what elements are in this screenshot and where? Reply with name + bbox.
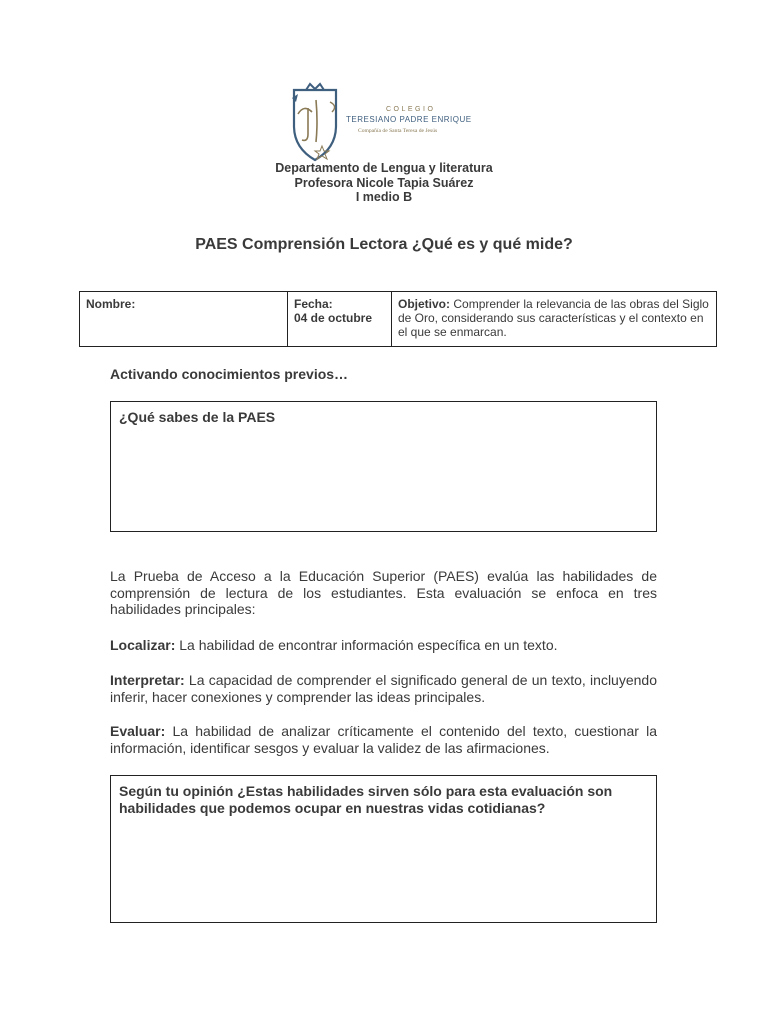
info-table bbox=[79, 291, 717, 347]
objective-label: Objetivo: bbox=[398, 297, 451, 311]
document-header bbox=[0, 161, 768, 205]
objective-cell bbox=[392, 292, 717, 347]
skill-label: Interpretar: bbox=[110, 672, 185, 688]
name-cell[interactable] bbox=[80, 292, 288, 347]
prior-knowledge-answer-box[interactable] bbox=[110, 401, 657, 532]
skill-text: La habilidad de encontrar información específica en un texto. bbox=[179, 637, 558, 653]
prior-knowledge-heading: Activando conocimientos previos… bbox=[110, 366, 349, 382]
page-title: PAES Comprensión Lectora ¿Qué es y qué mide? bbox=[195, 236, 573, 253]
school-tagline: Compañía de Santa Teresa de Jesús bbox=[358, 128, 438, 134]
opinion-question: Según tu opinión ¿Estas habilidades sirven sólo para esta evaluación son habilidades que podemos ocupar en nuestras vidas cotidianas? bbox=[119, 783, 613, 816]
skill-text: La habilidad de analizar críticamente el contenido del texto, cuestionar la información, identificar sesgos y evaluar la validez de las afirmaciones. bbox=[110, 723, 658, 756]
school-logo bbox=[278, 82, 488, 164]
skill-interpretar bbox=[110, 672, 657, 705]
skill-text: La capacidad de comprender el significado general de un texto, incluyendo inferir, hacer conexiones y comprender las ideas principales. bbox=[110, 672, 657, 705]
name-label: Nombre: bbox=[86, 297, 136, 311]
date-value: 04 de octubre bbox=[294, 311, 373, 325]
intro-paragraph: La Prueba de Acceso a la Educación Superior (PAES) evalúa las habilidades de comprensión de lectura de los estudiantes. Esta evaluación se enfoca en tres habilidades principales: bbox=[110, 568, 657, 617]
teacher-line: Profesora Nicole Tapia Suárez bbox=[294, 175, 474, 190]
school-label: COLEGIO bbox=[386, 106, 436, 113]
objective-text: Comprender la relevancia de las obras del Siglo de Oro, considerando sus características y el contexto en el que se enmarcan. bbox=[398, 297, 709, 339]
skill-localizar bbox=[110, 637, 657, 654]
skill-label: Evaluar: bbox=[110, 723, 166, 739]
date-cell bbox=[288, 292, 392, 347]
opinion-answer-box[interactable] bbox=[110, 775, 657, 923]
grade-line: I medio B bbox=[355, 190, 413, 204]
prior-knowledge-question: ¿Qué sabes de la PAES bbox=[119, 409, 276, 425]
department-line: Departamento de Lengua y literatura bbox=[275, 161, 493, 175]
skill-evaluar bbox=[110, 723, 657, 756]
date-label: Fecha: bbox=[294, 297, 333, 311]
skill-label: Localizar: bbox=[110, 637, 176, 653]
school-name: TERESIANO PADRE ENRIQUE bbox=[346, 115, 472, 124]
